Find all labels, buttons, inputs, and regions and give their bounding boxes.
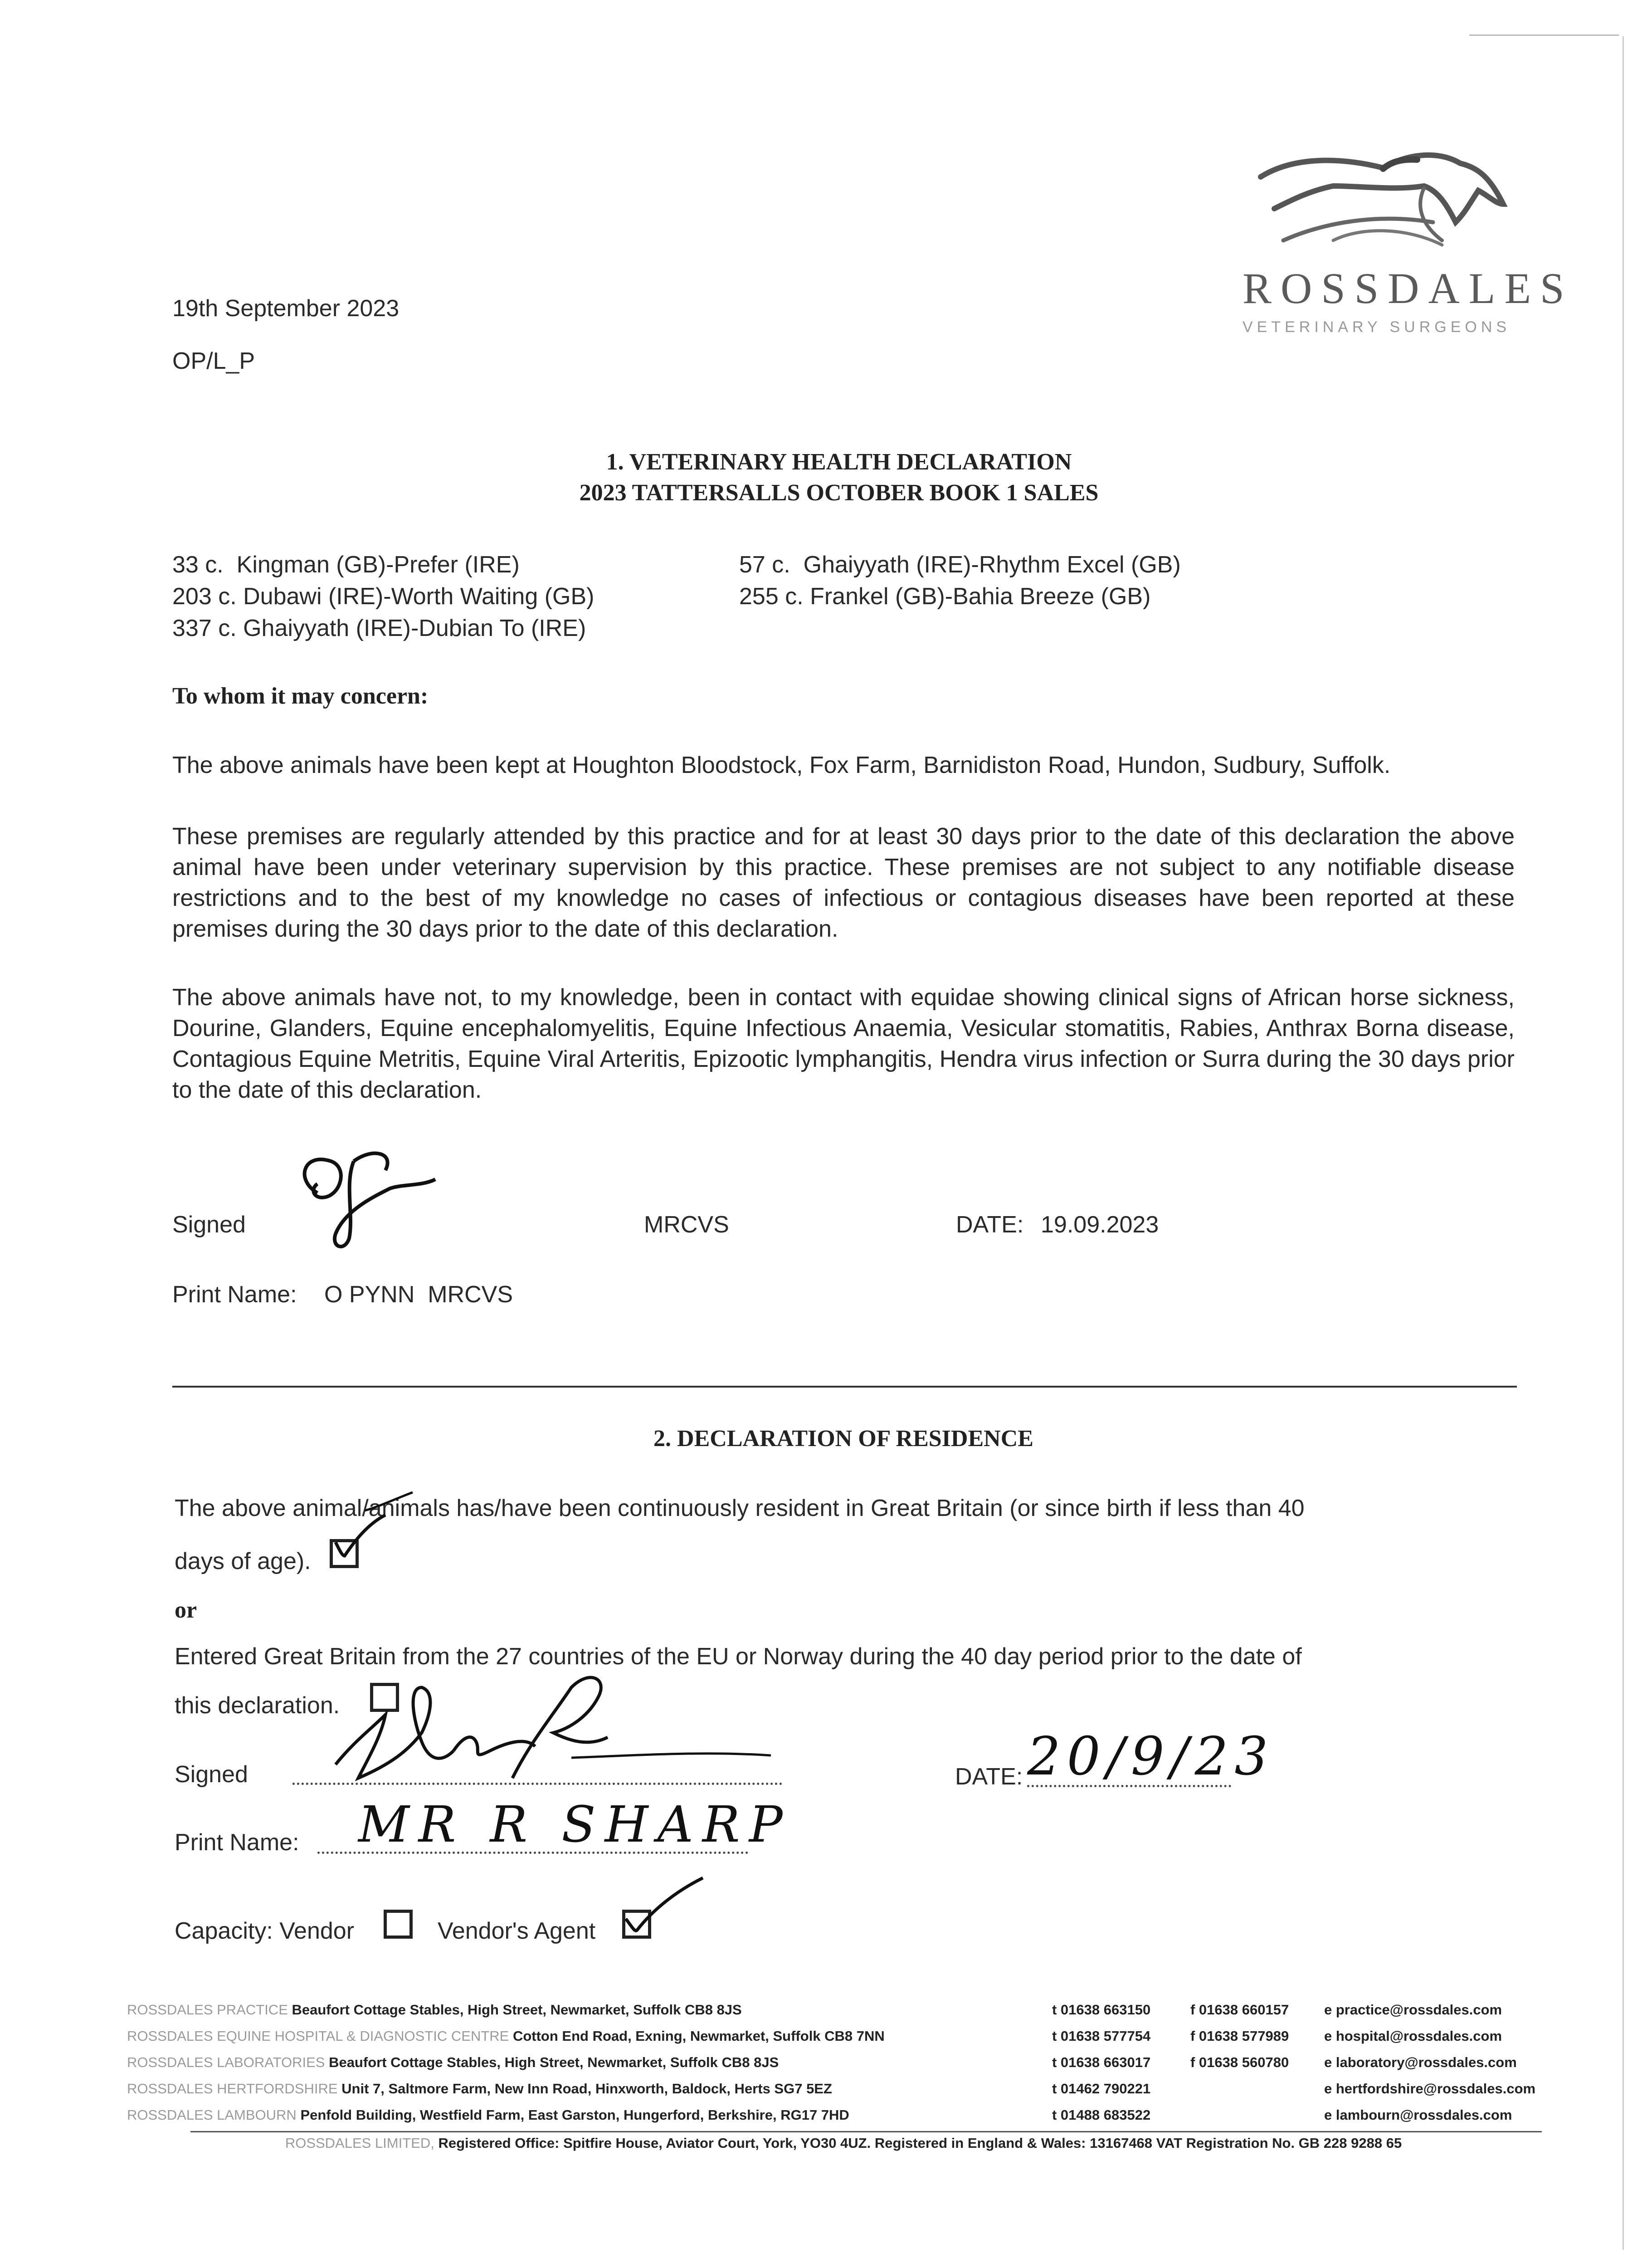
footer-address: Cotton End Road, Exning, Newmarket, Suffolk CB8 7NN (512, 2028, 885, 2044)
footer-address: Unit 7, Saltmore Farm, New Inn Road, Hinxworth, Baldock, Herts SG7 5EZ (341, 2081, 832, 2097)
footer-offices (127, 1997, 1560, 2128)
signed-label: Signed (172, 1212, 246, 1238)
footer-row (127, 2102, 1560, 2128)
footer-fax: f 01638 577989 (1190, 2028, 1289, 2044)
section1-heading (521, 447, 1156, 508)
salutation: To whom it may concern: (172, 683, 429, 709)
resident-statement-line1: The above animal/animals has/have been continuously resident in Great Britain (or since birth if less than 40 (175, 1495, 1305, 1521)
letter-date: 19th September 2023 (172, 295, 400, 322)
horse-logo-icon (1243, 136, 1542, 272)
footer-telephone: t 01638 577754 (1052, 2028, 1151, 2044)
paragraph-diseases: The above animals have not, to my knowledge, been in contact with equidae showing clinical signs of African horse sickness, Dourine, Glanders, Equine encephalomyelitis, Equine Infectious Anaemia, Vesicular stomatitis, Rabies, Anthrax Borna disease, Contagious Equine Metritis, Equine Viral Arteritis, Epizootic lymphangitis, Hendra virus infection or Surra during the 30 days prior to the date of this declaration. (172, 984, 1515, 1103)
or-label: or (175, 1597, 197, 1623)
owner-print-name-label: Print Name: (175, 1829, 299, 1856)
vendor-checkbox[interactable] (384, 1910, 413, 1939)
footer-email: e laboratory@rossdales.com (1324, 2054, 1517, 2070)
footer-unit: ROSSDALES HERTFORDSHIRE (127, 2081, 338, 2097)
footer-unit: ROSSDALES PRACTICE (127, 2002, 288, 2018)
footer-email: e hertfordshire@rossdales.com (1324, 2081, 1536, 2097)
resident-statement-line2: days of age). (175, 1548, 311, 1574)
section2-heading: 2. DECLARATION OF RESIDENCE (653, 1426, 1033, 1452)
entered-statement-line2: this declaration. (175, 1692, 340, 1719)
letter-reference: OP/L_P (172, 348, 255, 374)
paragraph-supervision: These premises are regularly attended by this practice and for at least 30 days prior to the date of this declaration the above animal have been under veterinary supervision by this practice. These premises are not subject to any notifiable disease restrictions and to the best of my knowledge no cases of infectious or contagious diseases have been reported at these premises during the 30 days prior to the date of this declaration. (172, 823, 1515, 942)
footer-email: e lambourn@rossdales.com (1324, 2107, 1512, 2123)
owner-date-value: 20/9/23 (1027, 1726, 1275, 1787)
brand-tagline: VETERINARY SURGEONS (1243, 318, 1511, 336)
footer-email: e practice@rossdales.com (1324, 2002, 1502, 2018)
footer-telephone: t 01638 663150 (1052, 2002, 1151, 2018)
owner-signed-label: Signed (175, 1761, 248, 1788)
vet-signature (286, 1143, 476, 1261)
vendor-agent-label: Vendor's Agent (438, 1918, 596, 1944)
section1-heading-line1: 1. VETERINARY HEALTH DECLARATION (606, 449, 1072, 475)
lots-right-list (739, 549, 1329, 612)
footer-address: Beaufort Cottage Stables, High Street, Newmarket, Suffolk CB8 8JS (292, 2002, 742, 2018)
entered-statement-line1: Entered Great Britain from the 27 countries of the EU or Norway during the 40 day period prior to the date of (175, 1643, 1302, 1670)
scan-edge-line (1623, 36, 1624, 2250)
lot-item: 337 c. Ghaiyyath (IRE)-Dubian To (IRE) (172, 615, 586, 641)
footer-telephone: t 01638 663017 (1052, 2054, 1151, 2070)
footer-row (127, 2023, 1560, 2049)
owner-date-line (1027, 1785, 1231, 1787)
lots-left-list (172, 549, 716, 644)
footer-email: e hospital@rossdales.com (1324, 2028, 1502, 2044)
vendor-agent-checkmark (617, 1869, 707, 1937)
footer-registered-text: Registered Office: Spitfire House, Aviator Court, York, YO30 4UZ. Registered in England & Wales: 13167468 VAT Registration No. GB 228 9288 65 (438, 2135, 1402, 2151)
section-divider (172, 1386, 1517, 1388)
footer-telephone: t 01488 683522 (1052, 2107, 1151, 2123)
owner-print-name-value: MR R SHARP (358, 1795, 792, 1853)
footer-address: Penfold Building, Westfield Farm, East Garston, Hungerford, Berkshire, RG17 7HD (300, 2107, 849, 2123)
vet-qualification: MRCVS (644, 1212, 729, 1238)
vet-date-value: 19.09.2023 (1041, 1212, 1159, 1238)
vet-date-label: DATE: (956, 1212, 1024, 1238)
footer-unit: ROSSDALES EQUINE HOSPITAL & DIAGNOSTIC CENTRE (127, 2028, 509, 2044)
footer-fax: f 01638 560780 (1190, 2054, 1289, 2070)
vet-print-name-value: O PYNN MRCVS (324, 1281, 513, 1308)
owner-date-label: DATE: (955, 1764, 1023, 1790)
owner-signature (317, 1660, 816, 1805)
lot-item: 33 c. Kingman (GB)-Prefer (IRE) (172, 552, 520, 578)
strike-mark (363, 1488, 417, 1515)
scan-edge-line (1469, 34, 1619, 36)
vet-print-name-label: Print Name: (172, 1281, 297, 1308)
brand-name: ROSSDALES (1243, 264, 1574, 313)
capacity-label: Capacity: Vendor (175, 1918, 355, 1944)
footer-row (127, 2049, 1560, 2076)
letterhead-logo (1224, 136, 1574, 349)
footer-registered-prefix: ROSSDALES LIMITED, (285, 2135, 434, 2151)
footer-unit: ROSSDALES LAMBOURN (127, 2107, 297, 2123)
footer-telephone: t 01462 790221 (1052, 2081, 1151, 2097)
footer-fax: f 01638 660157 (1190, 2002, 1289, 2018)
footer-registered (127, 2132, 1560, 2155)
footer-row (127, 2076, 1560, 2102)
lot-item: 203 c. Dubawi (IRE)-Worth Waiting (GB) (172, 583, 594, 610)
lot-item: 57 c. Ghaiyyath (IRE)-Rhythm Excel (GB) (739, 552, 1181, 578)
footer-unit: ROSSDALES LABORATORIES (127, 2054, 325, 2070)
paragraph-premises: The above animals have been kept at Houghton Bloodstock, Fox Farm, Barnidiston Road, Hundon, Sudbury, Suffolk. (172, 752, 1391, 778)
footer-row (127, 1997, 1560, 2023)
resident-checkmark (326, 1510, 390, 1565)
footer-address: Beaufort Cottage Stables, High Street, Newmarket, Suffolk CB8 8JS (329, 2054, 779, 2070)
lot-item: 255 c. Frankel (GB)-Bahia Breeze (GB) (739, 583, 1151, 610)
section1-heading-line2: 2023 TATTERSALLS OCTOBER BOOK 1 SALES (579, 480, 1099, 506)
